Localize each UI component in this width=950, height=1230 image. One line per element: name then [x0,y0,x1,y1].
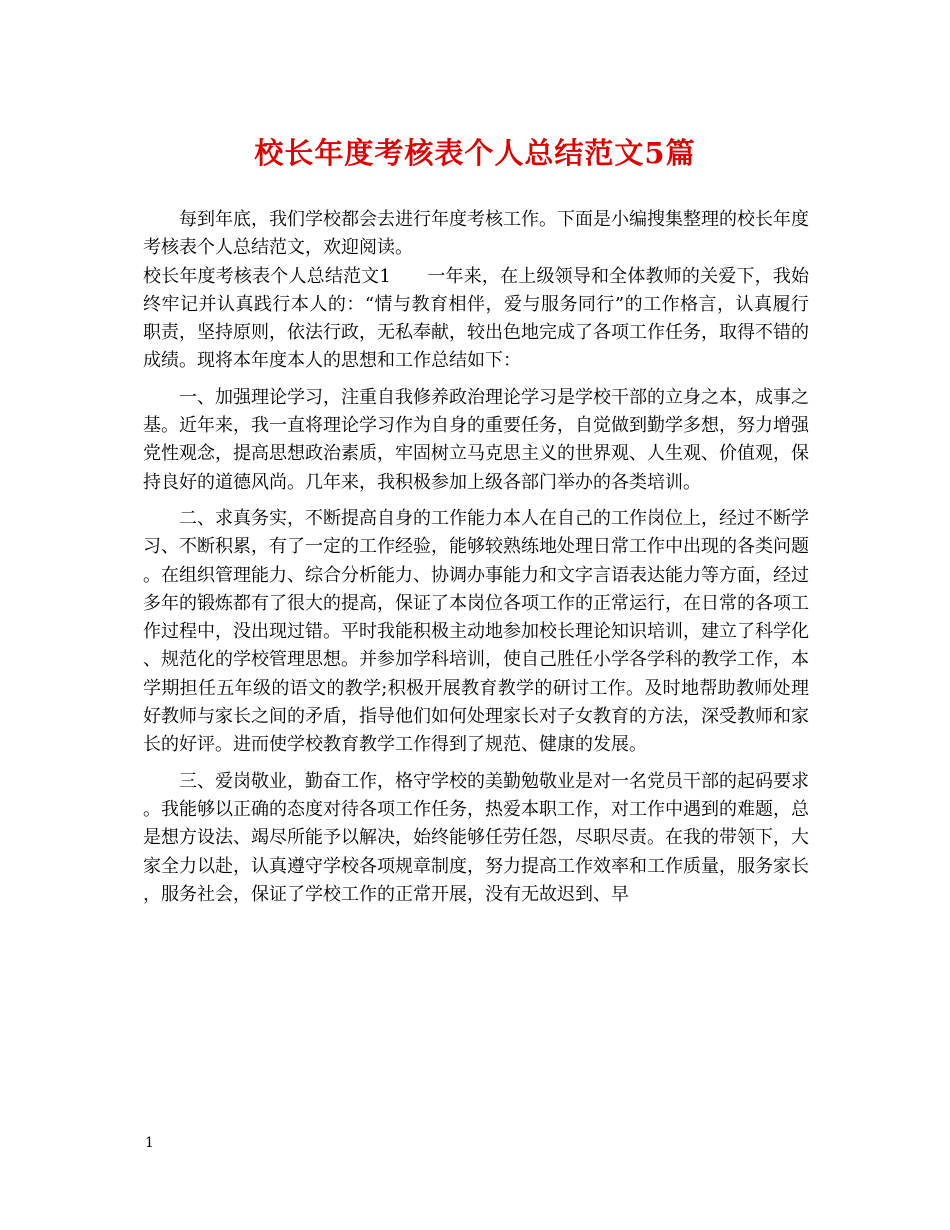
section-1-paragraph: 校长年度考核表个人总结范文1 一年来，在上级领导和全体教师的关爱下，我始终牢记并认真践行本人的：“情与教育相伴，爱与服务同行”的工作格言，认真履行职责，坚持原则，依法行政，无私奉献，较出色地完成了各项工作任务，取得不错的成绩。现将本年度本人的思想和工作总结如下： [143,265,809,372]
point-1-paragraph: 一、加强理论学习，注重自我修养政治理论学习是学校干部的立身之本，成事之基。近年来，我一直将理论学习作为自身的重要任务，自觉做到勤学多想，努力增强党性观念，提高思想政治素质，牢固树立马克思主义的世界观、人生观、价值观，保持良好的道德风尚。几年来，我积极参加上级各部门举办的各类培训。 [143,386,809,493]
intro-paragraph: 每到年底，我们学校都会去进行年度考核工作。下面是小编搜集整理的校长年度考核表个人总结范文，欢迎阅读。 [143,209,809,259]
page-title: 校长年度考核表个人总结范文5篇 [254,136,696,170]
point-3-paragraph: 三、爱岗敬业，勤奋工作，格守学校的美勤勉敬业是对一名党员干部的起码要求。我能够以正确的态度对待各项工作任务，热爱本职工作，对工作中遇到的难题，总是想方设法、竭尽所能予以解决，始终能够任劳任怨，尽职尽责。在我的带领下，大家全力以赴，认真遵守学校各项规章制度，努力提高工作效率和工作质量，服务家长，服务社会，保证了学校工作的正常开展，没有无故迟到、早 [143,770,809,905]
point-2-paragraph: 二、求真务实，不断提高自身的工作能力本人在自己的工作岗位上，经过不断学习、不断积累，有了一定的工作经验，能够较熟练地处理日常工作中出现的各类问题。在组织管理能力、综合分析能力、协调办事能力和文字言语表达能力等方面，经过多年的锻炼都有了很大的提高，保证了本岗位各项工作的正常运行，在日常的各项工作过程中，没出现过错。平时我能积极主动地参加校长理论知识培训，建立了科学化、规范化的学校管理思想。并参加学科培训，使自己胜任小学各学科的教学工作，本学期担任五年级的语文的教学;积极开展教育教学的研讨工作。及时地帮助教师处理好教师与家长之间的矛盾，指导他们如何处理家长对子女教育的方法，深受教师和家长的好评。进而使学校教育教学工作得到了规范、健康的发展。 [143,507,809,756]
page-number: 1 [145,1135,154,1151]
document-body [143,206,809,909]
